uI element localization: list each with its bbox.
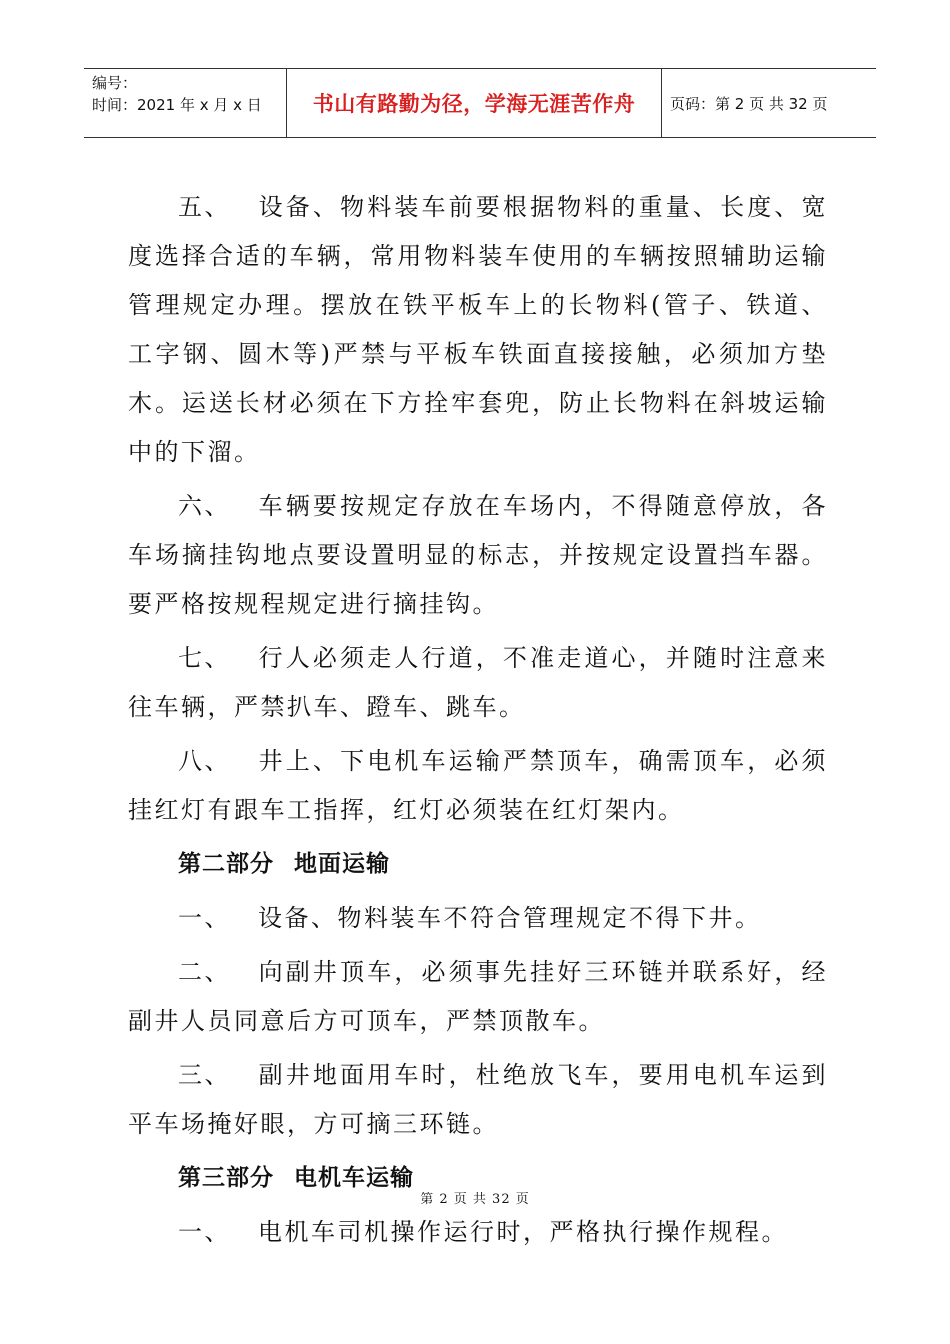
header-divider: [661, 69, 662, 137]
item-number: 八、: [178, 747, 231, 775]
item-text: 行人必须走人行道，不准走道心，并随时注意来往车辆，严禁扒车、蹬车、跳车。: [128, 644, 828, 721]
paragraph: [128, 482, 828, 629]
item-number: 二、: [178, 958, 231, 986]
page-footer: 第 2 页 共 32 页: [420, 1192, 530, 1207]
item-text: 设备、物料装车前要根据物料的重量、长度、宽度选择合适的车辆，常用物料装车使用的车辆按照辅助运输管理规定办理。摆放在铁平板车上的长物料(管子、铁道、工字钢、圆木等)严禁与平板车铁面直接接触，必须加方垫木。运送长材必须在下方拴牢套兜，防止长物料在斜坡运输中的下溜。: [128, 193, 828, 466]
document-time-label: 时间：2021 年 x 月 x 日: [92, 96, 262, 114]
paragraph: [128, 1208, 828, 1257]
item-text: 车辆要按规定存放在车场内，不得随意停放，各车场摘挂钩地点要设置明显的标志，并按规定设置挡车器。要严格按规程规定进行摘挂钩。: [128, 492, 828, 618]
item-number: 五、: [178, 193, 231, 221]
item-number: 七、: [178, 644, 231, 672]
paragraph: [128, 183, 828, 477]
section-number: 第三部分: [178, 1165, 274, 1191]
item-text: 电机车司机操作运行时，严格执行操作规程。: [258, 1218, 788, 1246]
paragraph: [128, 948, 828, 1046]
paragraph: [128, 737, 828, 835]
section-title: 地面运输: [294, 851, 390, 877]
section-title: 电机车运输: [294, 1165, 414, 1191]
paragraph: [128, 634, 828, 732]
item-number: 一、: [178, 1218, 231, 1246]
section-number: 第二部分: [178, 851, 274, 877]
item-text: 设备、物料装车不符合管理规定不得下井。: [258, 904, 762, 932]
item-text: 副井地面用车时，杜绝放飞车，要用电机车运到平车场掩好眼，方可摘三环链。: [128, 1061, 828, 1138]
paragraph: [128, 1051, 828, 1149]
item-text: 井上、下电机车运输严禁顶车，确需顶车，必须挂红灯有跟车工指挥，红灯必须装在红灯架内。: [128, 747, 828, 824]
item-number: 一、: [178, 904, 231, 932]
item-number: 三、: [178, 1061, 231, 1089]
paragraph: [128, 894, 828, 943]
page-header: [84, 68, 876, 138]
section-heading: [128, 840, 828, 888]
document-number-label: 编号：: [92, 74, 138, 92]
item-number: 六、: [178, 492, 231, 520]
header-page-label: 页码：第 2 页 共 32 页: [670, 94, 828, 113]
document-body: [128, 183, 828, 1262]
header-meta: [92, 72, 288, 116]
header-motto: 书山有路勤为径，学海无涯苦作舟: [312, 92, 636, 116]
item-text: 向副井顶车，必须事先挂好三环链并联系好，经副井人员同意后方可顶车，严禁顶散车。: [128, 958, 828, 1035]
